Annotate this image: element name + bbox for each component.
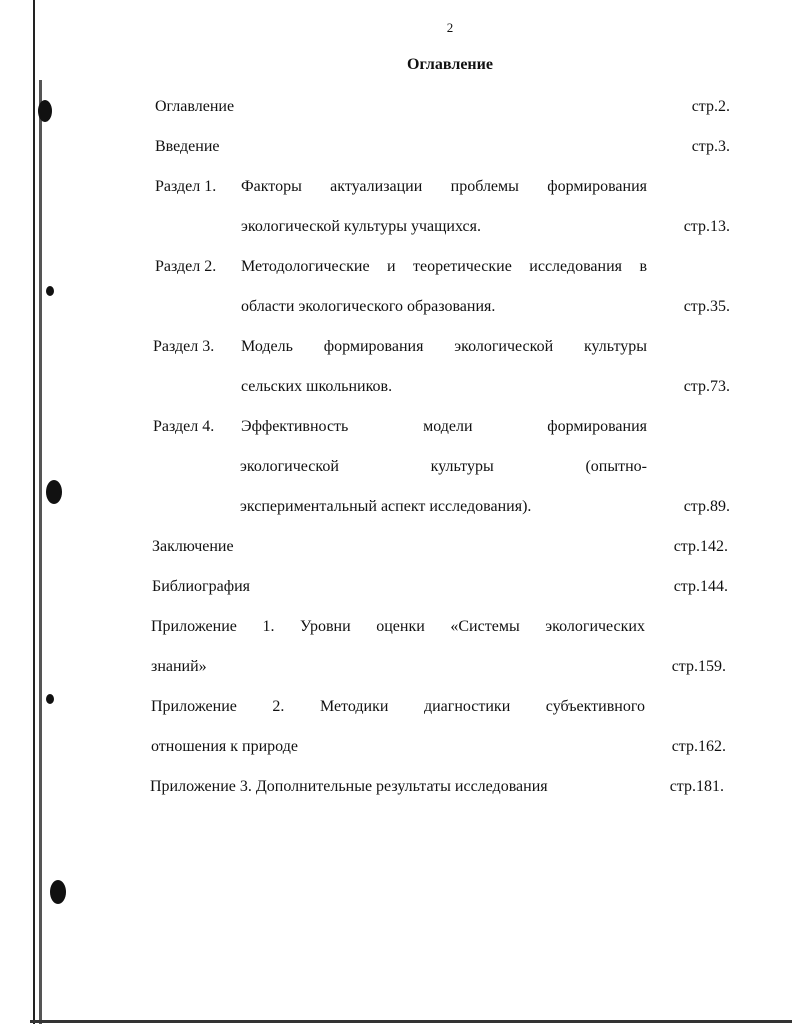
section-label: Раздел 3. [153,338,215,355]
toc-entry-continuation [0,216,792,238]
toc-entry-title: Оглавление [155,98,235,115]
toc-entry-title: Факторы актуализации проблемы формирования [241,178,647,195]
toc-entry [0,136,792,158]
toc-entry-page: стр.144. [673,578,728,595]
toc-entry-title: знаний» [151,658,207,675]
toc-entry-title: экспериментальный аспект исследования). [240,498,532,515]
scan-bottom-edge [30,1020,792,1023]
toc-entry-page: стр.2. [691,98,730,115]
toc-entry [0,176,792,198]
toc-entry-title: Приложение 1. Уровни оценки «Системы экологических [151,618,645,635]
toc-entry-title: отношения к природе [151,738,298,755]
toc-entry [0,696,792,718]
section-label: Раздел 2. [155,258,217,275]
toc-entry [0,256,792,278]
punch-hole-mark [46,286,54,296]
toc-entry-title: Введение [155,138,220,155]
section-label: Раздел 1. [155,178,217,195]
toc-entry-continuation [0,296,792,318]
toc-entry-title: Приложение 3. Дополнительные результаты исследования [150,778,548,795]
punch-hole-mark [50,880,66,904]
toc-entry-continuation [0,376,792,398]
toc-entry [0,96,792,118]
toc-entry-page: стр.162. [671,738,726,755]
toc-entry-page: стр.142. [673,538,728,555]
section-label: Раздел 4. [153,418,215,435]
toc-entry [0,536,792,558]
toc-entry-page: стр.13. [683,218,730,235]
page-number: 2 [446,20,454,35]
toc-entry-page: стр.181. [669,778,724,795]
toc-entry-title: сельских школьников. [241,378,393,395]
page-title: Оглавление [407,56,493,73]
toc-entry-continuation [0,496,792,518]
toc-entry-page: стр.73. [683,378,730,395]
toc-entry [0,416,792,438]
toc-entry-title: Заключение [152,538,234,555]
toc-entry [0,576,792,598]
toc-entry-title: Методологические и теоретические исследования в [241,258,647,275]
toc-entry-continuation [0,456,792,478]
toc-entry-continuation [0,736,792,758]
toc-entry-page: стр.89. [683,498,730,515]
toc-entry [0,776,792,798]
toc-entry-title: области экологического образования. [241,298,496,315]
toc-entry [0,616,792,638]
toc-entry-title: Библиография [152,578,250,595]
toc-entry-title: Эффективность модели формирования [241,418,647,435]
toc-entry-title: Модель формирования экологической культуры [241,338,647,355]
toc-entry-title: Приложение 2. Методики диагностики субъективного [151,698,645,715]
toc-entry-title: экологической культуры (опытно- [240,458,647,475]
toc-entry-page: стр.159. [671,658,726,675]
toc-entry-title: экологической культуры учащихся. [241,218,481,235]
toc-entry-page: стр.35. [683,298,730,315]
toc-entry-continuation [0,656,792,678]
toc-entry [0,336,792,358]
toc-entry-page: стр.3. [691,138,730,155]
